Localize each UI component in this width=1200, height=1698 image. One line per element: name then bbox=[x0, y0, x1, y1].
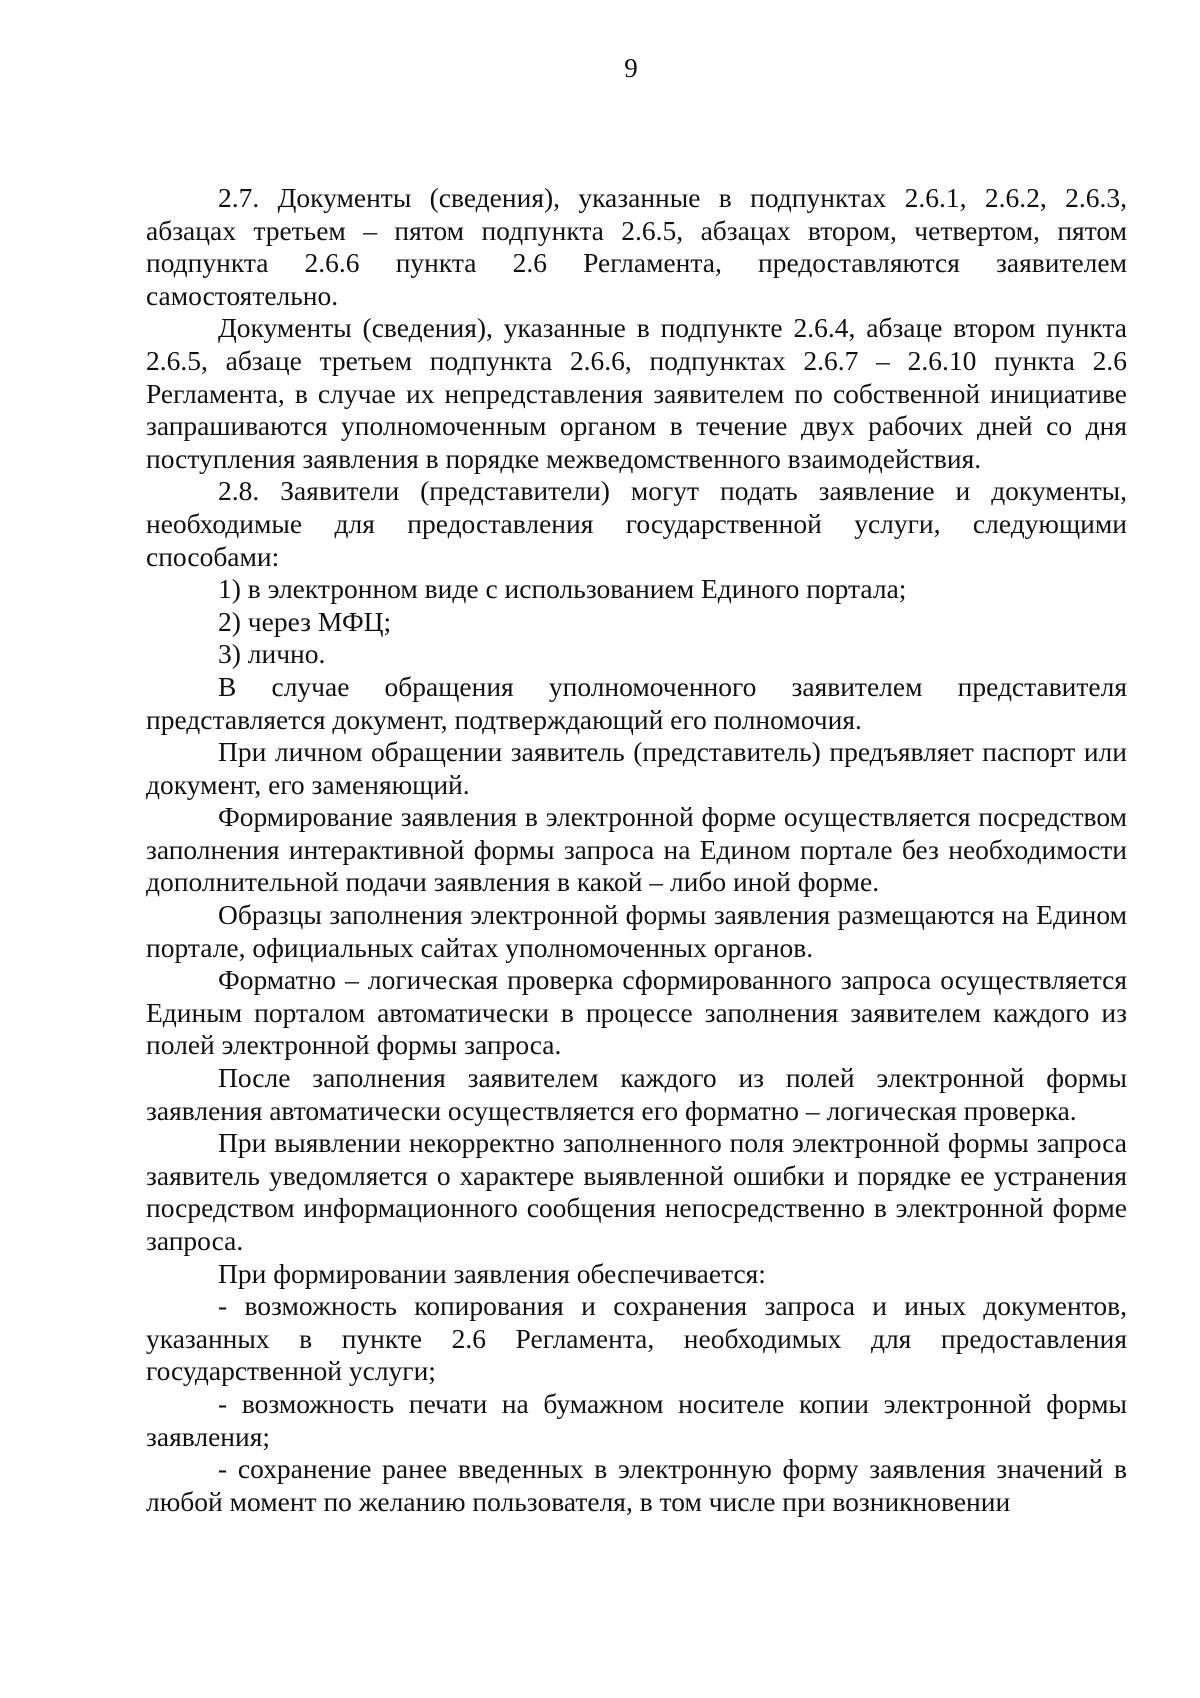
document-body bbox=[146, 182, 1127, 1518]
paragraph-samples: Образцы заполнения электронной формы заявления размещаются на Едином портале, официальных сайтах уполномоченных органов. bbox=[146, 899, 1127, 963]
paragraph-documents-requested: Документы (сведения), указанные в подпункте 2.6.4, абзаце втором пункта 2.6.5, абзаце третьем подпункта 2.6.6, подпунктах 2.6.7 – 2.6.10 пункта 2.6 Регламента, в случае их непредставления заявителем по собственной инициативе запрашиваются уполномоченным органом в течение двух рабочих дней со дня поступления заявления в порядке межведомственного взаимодействия. bbox=[146, 312, 1127, 474]
paragraph-personal-appeal: При личном обращении заявитель (представитель) предъявляет паспорт или документ, его заменяющий. bbox=[146, 736, 1127, 800]
list-item-save-values: - сохранение ранее введенных в электронную форму заявления значений в любой момент по желанию пользователя, в том числе при возникновении bbox=[146, 1453, 1127, 1517]
paragraph-electronic-form: Формирование заявления в электронной форме осуществляется посредством заполнения интерактивной формы запроса на Едином портале без необходимости дополнительной подачи заявления в какой – либо иной форме. bbox=[146, 801, 1127, 898]
list-item-mfc: 2) через МФЦ; bbox=[218, 605, 392, 637]
paragraph-2-7: 2.7. Документы (сведения), указанные в подпунктах 2.6.1, 2.6.2, 2.6.3, абзацах третьем – пятом подпункта 2.6.5, абзацах втором, четвертом, пятом подпункта 2.6.6 пункта 2.6 Регламента, предоставляются заявителем самостоятельно. bbox=[146, 182, 1127, 311]
paragraph-after-filling: После заполнения заявителем каждого из полей электронной формы заявления автоматически осуществляется его форматно – логическая проверка. bbox=[146, 1062, 1127, 1126]
paragraph-provisions-intro: При формировании заявления обеспечивается: bbox=[218, 1257, 766, 1289]
list-item-in-person: 3) лично. bbox=[218, 638, 326, 670]
paragraph-2-8: 2.8. Заявители (представители) могут подать заявление и документы, необходимые для предоставления государственной услуги, следующими способами: bbox=[146, 475, 1127, 572]
list-item-print: - возможность печати на бумажном носителе копии электронной формы заявления; bbox=[146, 1387, 1127, 1452]
paragraph-error-notice: При выявлении некорректно заполненного поля электронной формы запроса заявитель уведомляется о характере выявленной ошибки и порядке ее устранения посредством информационного сообщения непосредственно в электронной форме запроса. bbox=[146, 1127, 1127, 1256]
paragraph-representative: В случае обращения уполномоченного заявителем представителя представляется документ, подтверждающий его полномочия. bbox=[146, 670, 1127, 735]
list-item-electronic: 1) в электронном виде с использованием Единого портала; bbox=[218, 573, 907, 605]
page-number: 9 bbox=[624, 53, 638, 83]
paragraph-format-check: Форматно – логическая проверка сформированного запроса осуществляется Единым порталом автоматически в процессе заполнения заявителем каждого из полей электронной формы запроса. bbox=[146, 964, 1127, 1061]
list-item-copy-save: - возможность копирования и сохранения запроса и иных документов, указанных в пункте 2.6 Регламента, необходимых для предоставления государственной услуги; bbox=[146, 1290, 1127, 1387]
